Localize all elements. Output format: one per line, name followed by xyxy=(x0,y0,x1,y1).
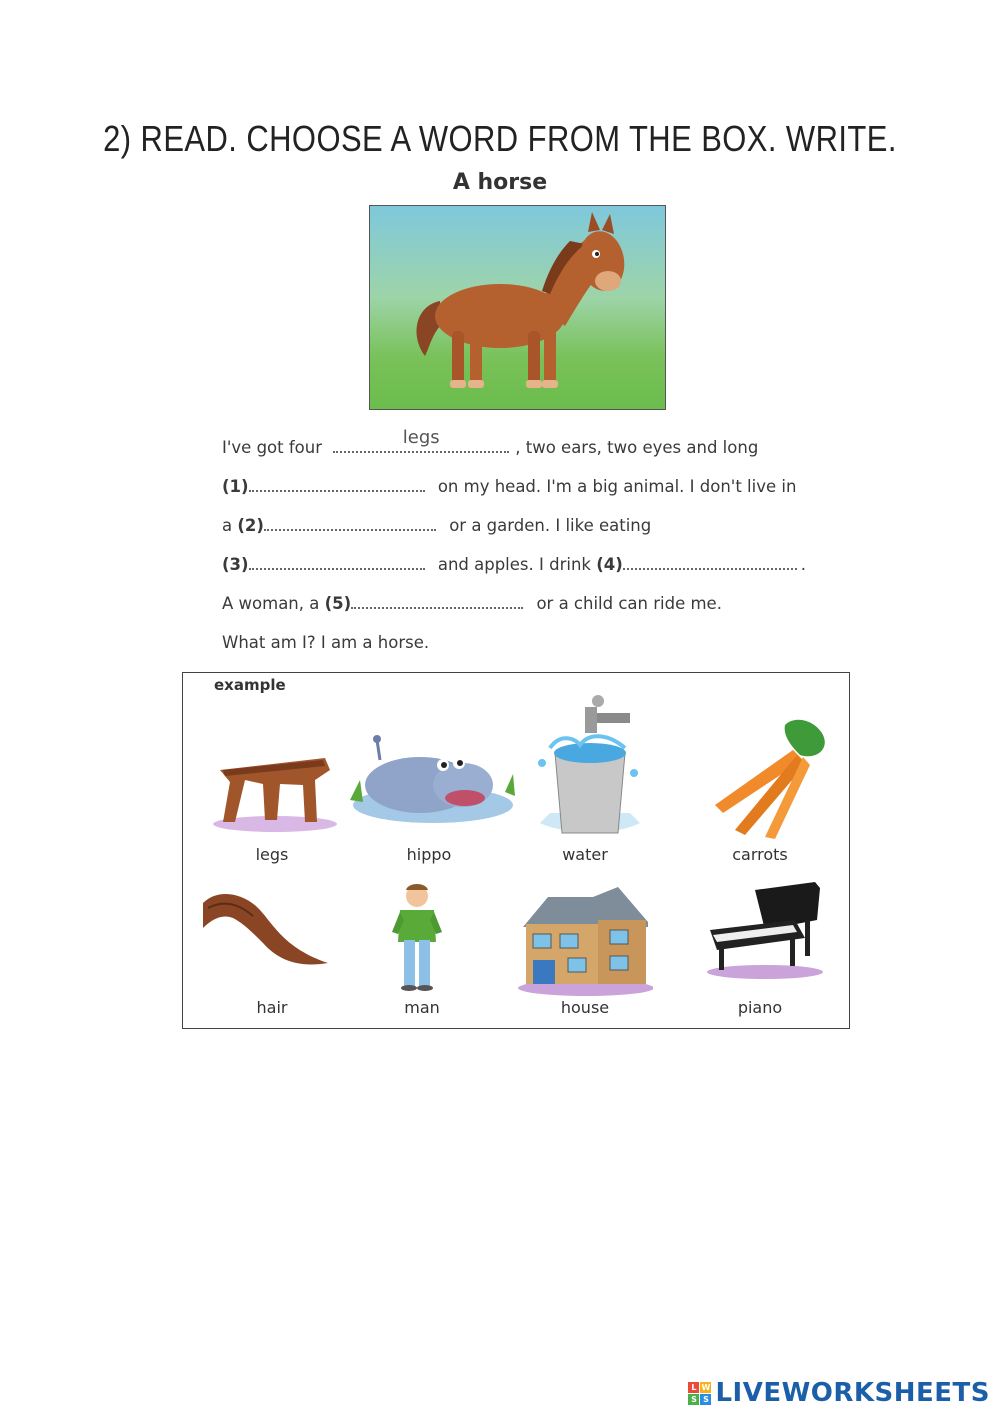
line-text: on my head. I'm a big animal. I don't live in xyxy=(437,477,797,496)
logo-icon xyxy=(688,1382,711,1405)
text-line-6 xyxy=(222,630,429,656)
house-icon xyxy=(518,882,653,997)
water-icon xyxy=(530,693,645,843)
logo-letter: L xyxy=(688,1382,699,1393)
line-text: , two ears, two eyes and long xyxy=(515,438,759,457)
answer-blank-2[interactable] xyxy=(264,509,436,531)
word-man: man xyxy=(404,998,440,1017)
word-water: water xyxy=(562,845,608,864)
text-line-4 xyxy=(222,548,806,574)
text-line-1 xyxy=(222,427,759,457)
line-text: I've got four xyxy=(222,438,322,457)
answer-blank-1[interactable] xyxy=(249,470,425,492)
liveworksheets-logo xyxy=(688,1378,990,1408)
line-text: . xyxy=(800,555,807,574)
line-text: A woman, a xyxy=(222,594,320,613)
word-piano: piano xyxy=(737,998,783,1017)
logo-letter: S xyxy=(700,1394,711,1405)
carrots-icon xyxy=(705,715,830,840)
piano-icon xyxy=(705,880,825,980)
text-line-3 xyxy=(222,509,651,535)
line-text: or a child can ride me. xyxy=(536,594,722,613)
example-label: example xyxy=(214,676,286,694)
word-house: house xyxy=(560,998,610,1017)
answer-blank-3[interactable] xyxy=(249,548,425,570)
answer-blank-5[interactable] xyxy=(351,587,523,609)
logo-letter: S xyxy=(688,1394,699,1405)
text-line-5 xyxy=(222,587,722,613)
word-carrots: carrots xyxy=(732,845,788,864)
answer-blank-4[interactable] xyxy=(623,548,797,570)
legs-icon xyxy=(205,750,340,835)
brand-name: LIVEWORKSHEETS xyxy=(715,1378,990,1408)
man-icon xyxy=(390,882,445,994)
word-hair: hair xyxy=(256,998,288,1017)
question-number: (4) xyxy=(596,555,623,574)
example-answer: legs xyxy=(402,427,440,448)
logo-letter: W xyxy=(701,1382,711,1392)
line-text: or a garden. I like eating xyxy=(449,516,652,535)
question-number: (1) xyxy=(222,477,249,496)
hair-icon xyxy=(198,888,333,973)
horse-icon xyxy=(370,206,666,410)
horse-illustration xyxy=(369,205,666,410)
hippo-icon xyxy=(345,730,520,830)
word-legs: legs xyxy=(255,845,289,864)
question-number: (3) xyxy=(222,555,249,574)
text-line-2 xyxy=(222,470,796,496)
question-number: (2) xyxy=(237,516,264,535)
worksheet-heading: 2) READ. CHOOSE A WORD FROM THE BOX. WRITE. xyxy=(103,118,897,159)
line-text: What am I? I am a horse. xyxy=(222,633,430,652)
line-text: and apples. I drink xyxy=(437,555,591,574)
page-title: A horse xyxy=(452,170,548,195)
line-text: a xyxy=(222,516,233,535)
question-number: (5) xyxy=(324,594,352,613)
example-answer-blank[interactable] xyxy=(333,427,509,453)
word-hippo: hippo xyxy=(406,845,452,864)
